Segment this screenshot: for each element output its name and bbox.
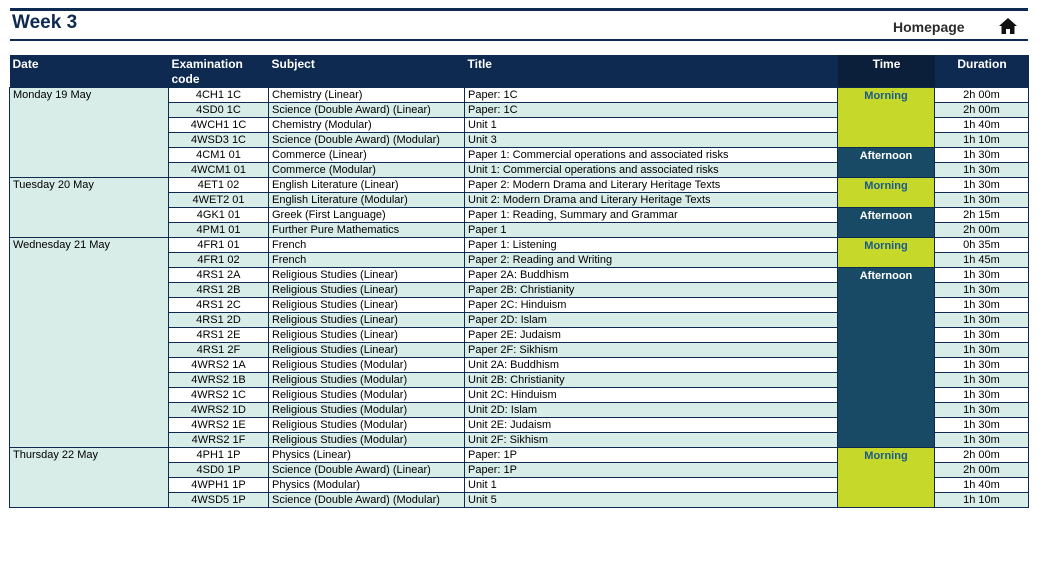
exam-subject: Chemistry (Modular) — [269, 118, 465, 133]
exam-subject: Science (Double Award) (Modular) — [269, 133, 465, 148]
exam-code: 4PH1 1P — [169, 448, 269, 463]
exam-subject: Greek (First Language) — [269, 208, 465, 223]
exam-duration: 1h 30m — [935, 193, 1029, 208]
exam-code: 4WCH1 1C — [169, 118, 269, 133]
table-body — [10, 88, 1029, 508]
exam-code: 4WRS2 1F — [169, 433, 269, 448]
exam-title: Unit 1 — [465, 118, 838, 133]
exam-duration: 2h 00m — [935, 103, 1029, 118]
exam-date: Wednesday 21 May — [10, 238, 169, 448]
exam-code: 4WRS2 1D — [169, 403, 269, 418]
exam-duration: 1h 30m — [935, 298, 1029, 313]
session-time-badge: Morning — [838, 178, 935, 208]
exam-subject: Religious Studies (Modular) — [269, 373, 465, 388]
exam-duration: 1h 30m — [935, 268, 1029, 283]
exam-subject: Science (Double Award) (Linear) — [269, 103, 465, 118]
exam-title: Paper 1 — [465, 223, 838, 238]
exam-title: Paper 2B: Christianity — [465, 283, 838, 298]
exam-code: 4RS1 2A — [169, 268, 269, 283]
exam-subject: Religious Studies (Modular) — [269, 388, 465, 403]
exam-duration: 1h 10m — [935, 493, 1029, 508]
exam-title: Paper 1: Reading, Summary and Grammar — [465, 208, 838, 223]
exam-duration: 2h 00m — [935, 88, 1029, 103]
exam-code: 4FR1 02 — [169, 253, 269, 268]
exam-title: Paper 2E: Judaism — [465, 328, 838, 343]
exam-duration: 1h 30m — [935, 373, 1029, 388]
exam-title: Paper 2C: Hinduism — [465, 298, 838, 313]
exam-code: 4WPH1 1P — [169, 478, 269, 493]
exam-title: Unit 2: Modern Drama and Literary Heritage Texts — [465, 193, 838, 208]
exam-date: Monday 19 May — [10, 88, 169, 178]
exam-code: 4SD0 1C — [169, 103, 269, 118]
exam-code: 4WRS2 1E — [169, 418, 269, 433]
exam-title: Unit 2E: Judaism — [465, 418, 838, 433]
exam-subject: Religious Studies (Linear) — [269, 328, 465, 343]
exam-duration: 1h 30m — [935, 148, 1029, 163]
exam-title: Paper: 1P — [465, 448, 838, 463]
session-time-badge: Afternoon — [838, 208, 935, 238]
table-row — [10, 178, 1029, 193]
exam-title: Paper 1: Listening — [465, 238, 838, 253]
session-time-badge: Morning — [838, 88, 935, 148]
exam-subject: Physics (Linear) — [269, 448, 465, 463]
exam-code: 4WRS2 1A — [169, 358, 269, 373]
exam-code: 4PM1 01 — [169, 223, 269, 238]
exam-timetable — [9, 55, 1029, 508]
exam-title: Unit 2A: Buddhism — [465, 358, 838, 373]
exam-code: 4FR1 01 — [169, 238, 269, 253]
exam-duration: 1h 30m — [935, 433, 1029, 448]
session-time-badge: Morning — [838, 238, 935, 268]
header-rule-bottom — [10, 39, 1028, 41]
exam-subject: Science (Double Award) (Linear) — [269, 463, 465, 478]
session-time-badge: Morning — [838, 448, 935, 508]
exam-subject: Religious Studies (Linear) — [269, 313, 465, 328]
col-header-date: Date — [10, 55, 169, 88]
exam-date: Thursday 22 May — [10, 448, 169, 508]
exam-duration: 1h 30m — [935, 418, 1029, 433]
exam-subject: Religious Studies (Linear) — [269, 283, 465, 298]
exam-title: Unit 2B: Christianity — [465, 373, 838, 388]
exam-subject: Commerce (Modular) — [269, 163, 465, 178]
exam-title: Unit 2C: Hinduism — [465, 388, 838, 403]
exam-code: 4WET2 01 — [169, 193, 269, 208]
exam-subject: Religious Studies (Modular) — [269, 418, 465, 433]
table-row — [10, 448, 1029, 463]
exam-title: Paper 2F: Sikhism — [465, 343, 838, 358]
exam-code: 4RS1 2B — [169, 283, 269, 298]
exam-code: 4WSD3 1C — [169, 133, 269, 148]
exam-code: 4RS1 2E — [169, 328, 269, 343]
exam-title: Paper 2A: Buddhism — [465, 268, 838, 283]
col-header-code: Examination code — [169, 55, 269, 88]
exam-duration: 2h 00m — [935, 223, 1029, 238]
exam-title: Unit 2F: Sikhism — [465, 433, 838, 448]
exam-code: 4WRS2 1C — [169, 388, 269, 403]
table-row — [10, 88, 1029, 103]
exam-duration: 1h 10m — [935, 133, 1029, 148]
exam-code: 4CH1 1C — [169, 88, 269, 103]
exam-code: 4WRS2 1B — [169, 373, 269, 388]
exam-subject: Religious Studies (Linear) — [269, 343, 465, 358]
exam-duration: 1h 45m — [935, 253, 1029, 268]
exam-code: 4WSD5 1P — [169, 493, 269, 508]
exam-subject: Religious Studies (Modular) — [269, 433, 465, 448]
col-header-time: Time — [838, 55, 935, 88]
exam-code: 4SD0 1P — [169, 463, 269, 478]
exam-subject: Further Pure Mathematics — [269, 223, 465, 238]
table-header-row — [10, 55, 1029, 88]
exam-title: Unit 5 — [465, 493, 838, 508]
exam-duration: 1h 30m — [935, 283, 1029, 298]
exam-subject: Physics (Modular) — [269, 478, 465, 493]
table-row — [10, 238, 1029, 253]
header-rule-top — [10, 8, 1028, 11]
exam-code: 4WCM1 01 — [169, 163, 269, 178]
col-header-subject: Subject — [269, 55, 465, 88]
exam-duration: 1h 30m — [935, 403, 1029, 418]
exam-subject: Religious Studies (Modular) — [269, 358, 465, 373]
exam-code: 4RS1 2C — [169, 298, 269, 313]
session-time-badge: Afternoon — [838, 268, 935, 448]
exam-code: 4RS1 2D — [169, 313, 269, 328]
exam-duration: 0h 35m — [935, 238, 1029, 253]
exam-subject: French — [269, 238, 465, 253]
exam-title: Paper: 1C — [465, 88, 838, 103]
exam-title: Unit 1: Commercial operations and associated risks — [465, 163, 838, 178]
exam-code: 4RS1 2F — [169, 343, 269, 358]
exam-title: Paper: 1C — [465, 103, 838, 118]
exam-duration: 2h 00m — [935, 448, 1029, 463]
exam-subject: Religious Studies (Linear) — [269, 268, 465, 283]
exam-duration: 2h 15m — [935, 208, 1029, 223]
exam-subject: Chemistry (Linear) — [269, 88, 465, 103]
exam-duration: 1h 40m — [935, 478, 1029, 493]
exam-code: 4CM1 01 — [169, 148, 269, 163]
exam-code: 4ET1 02 — [169, 178, 269, 193]
exam-date: Tuesday 20 May — [10, 178, 169, 238]
exam-title: Unit 1 — [465, 478, 838, 493]
exam-code: 4GK1 01 — [169, 208, 269, 223]
exam-duration: 1h 30m — [935, 343, 1029, 358]
home-icon[interactable] — [998, 17, 1018, 35]
exam-duration: 2h 00m — [935, 463, 1029, 478]
exam-duration: 1h 30m — [935, 388, 1029, 403]
exam-duration: 1h 30m — [935, 328, 1029, 343]
exam-title: Paper 2: Modern Drama and Literary Heritage Texts — [465, 178, 838, 193]
exam-duration: 1h 30m — [935, 313, 1029, 328]
exam-title: Unit 3 — [465, 133, 838, 148]
col-header-title: Title — [465, 55, 838, 88]
exam-duration: 1h 40m — [935, 118, 1029, 133]
exam-subject: French — [269, 253, 465, 268]
exam-subject: Religious Studies (Modular) — [269, 403, 465, 418]
col-header-duration: Duration — [935, 55, 1029, 88]
page-title: Week 3 — [12, 12, 78, 33]
exam-subject: Science (Double Award) (Modular) — [269, 493, 465, 508]
exam-subject: English Literature (Modular) — [269, 193, 465, 208]
exam-subject: Commerce (Linear) — [269, 148, 465, 163]
exam-title: Paper: 1P — [465, 463, 838, 478]
exam-duration: 1h 30m — [935, 163, 1029, 178]
exam-duration: 1h 30m — [935, 178, 1029, 193]
exam-subject: Religious Studies (Linear) — [269, 298, 465, 313]
exam-title: Paper 1: Commercial operations and associated risks — [465, 148, 838, 163]
exam-duration: 1h 30m — [935, 358, 1029, 373]
homepage-link[interactable]: Homepage — [893, 19, 965, 35]
exam-title: Paper 2D: Islam — [465, 313, 838, 328]
exam-title: Paper 2: Reading and Writing — [465, 253, 838, 268]
exam-title: Unit 2D: Islam — [465, 403, 838, 418]
session-time-badge: Afternoon — [838, 148, 935, 178]
exam-subject: English Literature (Linear) — [269, 178, 465, 193]
